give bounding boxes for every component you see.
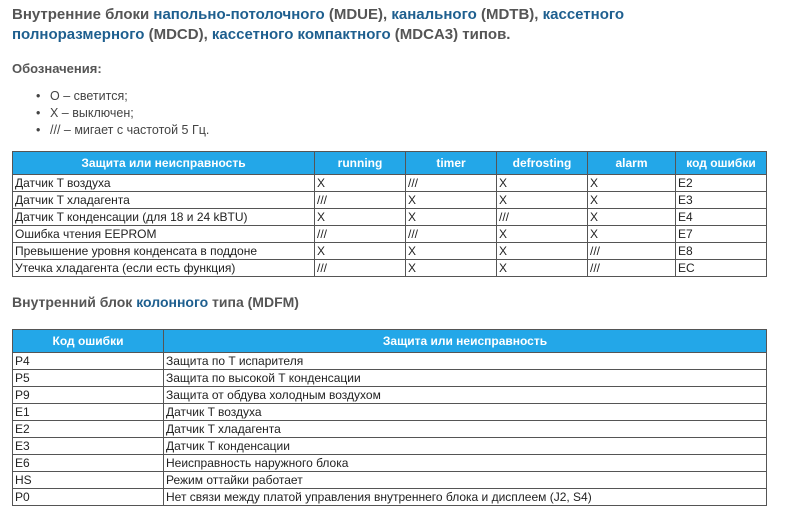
heading-text: Внутренние блоки [12,6,154,23]
defrosting-cell: X [497,175,588,192]
running-cell: /// [315,260,406,277]
fault-cell: Превышение уровня конденсата в поддоне [13,243,315,260]
error-code-cell: E3 [676,192,767,209]
timer-cell: X [406,192,497,209]
table-row [13,421,767,438]
timer-cell: X [406,260,497,277]
table-row [13,353,767,370]
table-row [13,243,767,260]
error-code-cell: EC [676,260,767,277]
heading-text: Внутренний блок [12,294,137,310]
error-code-cell: P9 [13,387,164,404]
alarm-cell: X [588,175,676,192]
alarm-cell: X [588,226,676,243]
error-code-cell: HS [13,472,164,489]
running-cell: /// [315,226,406,243]
fault-cell: Неисправность наружного блока [164,455,767,472]
table-row [13,387,767,404]
running-cell: X [315,175,406,192]
heading-text: (MDCA3) типов. [390,26,511,43]
error-code-cell: E3 [13,438,164,455]
legend-item-blink: • /// – мигает с частотой 5 Гц. [36,122,209,139]
table-row [13,226,767,243]
heading-text: (MDTB), [476,6,543,23]
error-code-cell: P4 [13,353,164,370]
heading-link-cassette-full[interactable]: кассетного полноразмерного [12,6,625,43]
legend-item-off: • X – выключен; [36,105,209,122]
error-code-cell: P0 [13,489,164,506]
error-code-cell: E2 [676,175,767,192]
error-code-cell: E8 [676,243,767,260]
table-row [13,260,767,277]
legend-item-on: • O – светится; [36,88,209,105]
heading-link-cassette-compact[interactable]: кассетного компактного [211,26,391,43]
fault-cell: Датчик T хладагента [164,421,767,438]
table-header-row [13,330,767,353]
error-code-cell: E6 [13,455,164,472]
heading-link-floor-ceiling[interactable]: напольно-потолочного [153,6,325,23]
col-header-fault: Защита или неисправность [164,330,767,353]
page-heading [12,5,712,45]
alarm-cell: /// [588,260,676,277]
column-unit-error-table [12,329,767,506]
legend-title: Обозначения: [12,61,102,76]
error-code-cell: E1 [13,404,164,421]
fault-cell: Датчик T конденсации [164,438,767,455]
error-code-cell: P5 [13,370,164,387]
fault-cell: Датчик T конденсации (для 18 и 24 kBTU) [13,209,315,226]
table-row [13,404,767,421]
fault-cell: Датчик T хладагента [13,192,315,209]
table-row [13,175,767,192]
running-cell: X [315,243,406,260]
col-header-error-code: Код ошибки [13,330,164,353]
defrosting-cell: X [497,192,588,209]
defrosting-cell: X [497,260,588,277]
heading-link-ducted[interactable]: канального [391,6,477,23]
alarm-cell: /// [588,243,676,260]
timer-cell: X [406,209,497,226]
error-code-cell: E2 [13,421,164,438]
heading-text: типа (MDFM) [208,294,299,310]
heading-text: (MDUE), [324,6,392,23]
col-header-timer: timer [406,152,497,175]
col-header-alarm: alarm [588,152,676,175]
col-header-running: running [315,152,406,175]
indicator-error-table [12,151,767,277]
table-row [13,192,767,209]
fault-cell: Защита от обдува холодным воздухом [164,387,767,404]
fault-cell: Датчик T воздуха [13,175,315,192]
fault-cell: Ошибка чтения EEPROM [13,226,315,243]
error-code-cell: E4 [676,209,767,226]
col-header-defrosting: defrosting [497,152,588,175]
defrosting-cell: X [497,243,588,260]
error-code-cell: E7 [676,226,767,243]
defrosting-cell: /// [497,209,588,226]
running-cell: /// [315,192,406,209]
running-cell: X [315,209,406,226]
heading-text: (MDCD), [144,26,212,43]
fault-cell: Защита по высокой T конденсации [164,370,767,387]
timer-cell: /// [406,226,497,243]
timer-cell: X [406,243,497,260]
heading-link-column[interactable]: колонного [136,294,209,310]
fault-cell: Нет связи между платой управления внутреннего блока и дисплеем (J2, S4) [164,489,767,506]
table-header-row [13,152,767,175]
table-row [13,438,767,455]
legend-list [36,88,209,139]
table-row [13,472,767,489]
table-row [13,489,767,506]
table-row [13,209,767,226]
table-row [13,370,767,387]
fault-cell: Режим оттайки работает [164,472,767,489]
timer-cell: /// [406,175,497,192]
table-row [13,455,767,472]
col-header-error-code: код ошибки [676,152,767,175]
section-heading [12,294,299,310]
fault-cell: Защита по T испарителя [164,353,767,370]
fault-cell: Датчик T воздуха [164,404,767,421]
defrosting-cell: X [497,226,588,243]
col-header-fault: Защита или неисправность [13,152,315,175]
alarm-cell: X [588,192,676,209]
fault-cell: Утечка хладагента (если есть функция) [13,260,315,277]
alarm-cell: X [588,209,676,226]
